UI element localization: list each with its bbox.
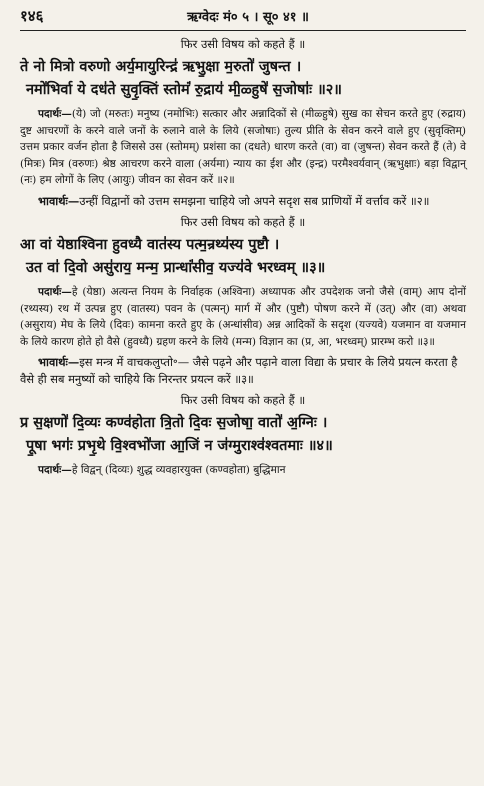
verse-section-2: [20, 37, 466, 210]
section-title: फिर उसी विषय को कहते हैं ॥: [180, 37, 306, 51]
bhavarth-text: इस मन्त्र में वाचकलुप्तो॰— जैसे पढ़ने और पढ़ाने वाला विद्या के प्रचार के लिये प्रयत्न करता है वैसे ही सब मनुष्यों को चाहिये कि निरन्तर प्रयत्न करें ॥३॥: [20, 355, 458, 387]
mantra-line: ते नो मित्रो वरुणो अर्य॒मायुरिन्द्र॑ ऋभु॒क्षा म॒रुतो॑ जुषन्त ।: [20, 58, 302, 75]
verse-section-3: [20, 215, 466, 388]
bhavarth-text: उन्हीं विद्वानों को उत्तम समझना चाहिये जो अपने सदृश सब प्राणियों में वर्त्ताव करें ॥२॥: [79, 193, 430, 208]
padarth-block: [20, 284, 466, 350]
padarth-label: पदार्थः—: [38, 285, 72, 298]
section-title: फिर उसी विषय को कहते हैं ॥: [180, 393, 306, 408]
bhavarth-label: भावार्थः—: [38, 193, 80, 208]
padarth-text: हे (येष्ठा) अत्यन्त नियम के निर्वाहक (अश्विना) अध्यापक और उपदेशक जनो जैसे (वाम्) आप दोनों (रथ्यस्य) रथ में उत्पन्न हुए (वातस्य) पवन के (पत्मन्) मार्ग में और (पुष्टौ) पोषण करने में (उत्) और (वा) अथवा (असुराय) मेघ के लिये (दिवः) कामना करते हुए के (अन्धांसीव) अन्न आदिकों के सदृश (यज्यवे) यजमान वा यजमान के लिये कारण होते हो वैसे (हुवध्यै) ग्रहण करने के लिये (मन्म) विज्ञान का (प्र, आ, भरध्वम्) प्रारम्भ करो ॥३॥: [20, 285, 466, 348]
padarth-block: [20, 106, 466, 189]
bhavarth-block: [20, 354, 466, 388]
padarth-text: हे विद्वन् (दिव्यः) शुद्ध व्यवहारयुक्त (कण्वहोता) बुद्धिमान: [71, 464, 286, 477]
mantra-line: उत वा॑ दि॒वो असु॑राय॒ मन्म॒ प्रान्धां॑सीव॒ यज्य॑वे भरध्वम् ॥३॥: [26, 258, 326, 276]
padarth-label: पदार्थः—: [38, 464, 72, 477]
padarth-block: [20, 462, 466, 478]
mantra-line: नमो॑भिर्वा ये दध॑ते सुवृ॒क्तिं स्तोमं॑ रु॒द्राय॑ मी॒ळ्हुषे॑ स॒जोषाः॑ ॥२॥: [26, 81, 342, 98]
mantra-line: प्र स॒क्षणो॑ दि॒व्यः कण्व॑होता त्रि॒तो दि॒वः स॒जोषा॒ वातो॑ अ॒ग्निः ।: [20, 414, 328, 432]
section-title: फिर उसी विषय को कहते हैं ॥: [180, 214, 306, 229]
bhavarth-label: भावार्थः—: [38, 355, 80, 370]
bhavarth-block: [20, 193, 466, 210]
running-head: ऋग्वेदः मं० ५ । सू० ४१ ॥: [187, 10, 309, 25]
mantra-line: पू॒षा भगः॑ प्रभृ॒थे वि॒श्वभो॑जा आ॒जिं न ज॑ग्मुराश्व॑श्वतमाः ॥४॥: [26, 437, 333, 455]
padarth-label: पदार्थः—: [38, 108, 72, 120]
mantra-line: आ वां येष्ठाश्विना हुवध्यै वात॑स्य पत्म॒न्रथ्य॑स्य पुष्टौ ।: [20, 235, 280, 253]
verse-section-4: [20, 393, 466, 478]
page-header: [20, 6, 466, 31]
page-number: १४६: [20, 7, 44, 25]
padarth-text: (ये) जो (मरुतः) मनुष्य (नमोभिः) सत्कार और अन्नादिकों से (मीळ्हुषे) सुख का सेचन करते हुए (रुद्राय) दुष्ट आचरणों के करने वाले जनों के रुलाने वाले के लिये (सजोषाः) तुल्य प्रीति के सेवन करने वाले हुए (सुवृक्तिम्) उत्तम प्रकार वर्जन होता है जिससे उस (स्तोमम्) प्रशंसा का (दधते) धारण करते (वा) वा (जुषन्त) सेवन करते हैं (ते) वे (मित्रः) मित्र (वरुणः) श्रेष्ठ आचरण करने वाला (अर्यमा) न्याय का ईश और (इन्द्र) परमैश्वर्यवान् (ऋभुक्षाः) बड़ा विद्वान् (नः) हम लोगों के लिए (आयुः) जीवन का सेवन करें ॥२॥: [20, 108, 466, 187]
